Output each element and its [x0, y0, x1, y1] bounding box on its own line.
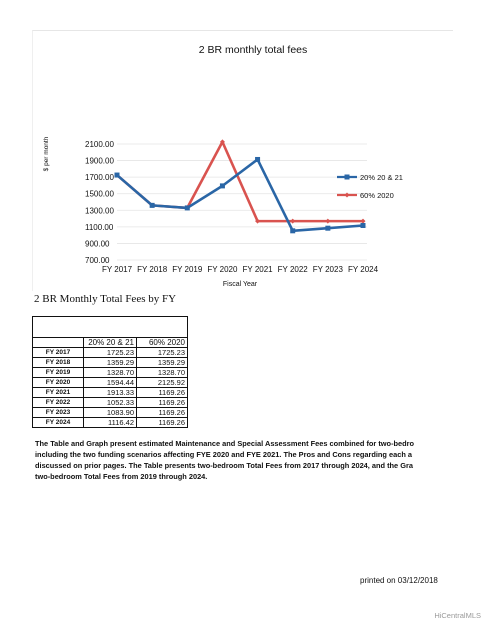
table-cell: 1359.29: [137, 358, 188, 368]
table-cell: 1328.70: [84, 368, 137, 378]
table-row: [33, 348, 188, 358]
table-row: [33, 368, 188, 378]
table-cell: 1052.33: [84, 398, 137, 408]
data-point: [185, 205, 190, 210]
table-cell: 1359.29: [84, 358, 137, 368]
table-cell: 1116.42: [84, 418, 137, 428]
legend-marker: [345, 193, 350, 198]
table-cell: FY 2020: [33, 378, 84, 388]
table-cell: 1594.44: [84, 378, 137, 388]
x-tick-label: FY 2020: [207, 265, 238, 274]
data-point: [361, 219, 366, 224]
table-cell: 1725.23: [84, 348, 137, 358]
table-cell: 1913.33: [84, 388, 137, 398]
y-tick-label: 1100.00: [85, 222, 114, 232]
chart-title: 2 BR monthly total fees: [198, 44, 308, 56]
table-row: [33, 408, 188, 418]
legend-label: 60% 2020: [360, 191, 394, 200]
table-cell: FY 2021: [33, 388, 84, 398]
printed-date: printed on 03/12/2018: [360, 576, 438, 585]
legend-label: 20% 20 & 21: [360, 173, 403, 182]
table-cell: 1169.26: [137, 398, 188, 408]
table-spacer-row: [33, 317, 188, 338]
table-row: [33, 418, 188, 428]
x-axis-label: Fiscal Year: [222, 281, 258, 288]
table-row: [33, 378, 188, 388]
table-cell: 1083.90: [84, 408, 137, 418]
table-cell: FY 2023: [33, 408, 84, 418]
table-cell: FY 2022: [33, 398, 84, 408]
x-tick-label: FY 2018: [137, 265, 168, 274]
data-point: [220, 183, 225, 188]
data-point: [325, 219, 330, 224]
fees-chart: [32, 30, 453, 291]
y-tick-label: 700.00: [85, 256, 110, 265]
section-title: 2 BR Monthly Total Fees by FY: [34, 293, 177, 305]
table-cell: 1328.70: [137, 368, 188, 378]
table-header-cell: 60% 2020: [137, 338, 188, 348]
table-cell: FY 2017: [33, 348, 84, 358]
table-header-cell: 20% 20 & 21: [84, 338, 137, 348]
x-tick-label: FY 2024: [347, 265, 379, 274]
table-header-row: [33, 338, 188, 348]
series-line: [117, 142, 363, 221]
x-tick-label: FY 2017: [101, 265, 133, 274]
data-point: [361, 223, 366, 228]
paragraph-line: The Table and Graph present estimated Maintenance and Special Assessment Fees combined for two-bedro: [35, 439, 415, 448]
table-row: [33, 358, 188, 368]
table-cell: 2125.92: [137, 378, 188, 388]
table-cell: 1169.26: [137, 408, 188, 418]
y-tick-label: 1500.00: [85, 189, 114, 199]
y-tick-label: 900.00: [85, 239, 110, 249]
data-point: [325, 226, 330, 231]
data-point: [150, 203, 155, 208]
legend-marker: [345, 175, 350, 180]
paragraph-line: two-bedroom Total Fees from 2019 through 2024.: [35, 472, 208, 481]
table-cell: FY 2018: [33, 358, 84, 368]
x-tick-label: FY 2021: [242, 265, 273, 274]
data-point: [290, 228, 295, 233]
paragraph-line: including the two funding scenarios affecting FYE 2020 and FYE 2021. The Pros and Cons regarding each a: [35, 450, 413, 459]
chart-canvas: [33, 31, 453, 291]
y-tick-label: 1700.00: [85, 173, 114, 183]
table-cell: 1169.26: [137, 388, 188, 398]
table-cell: FY 2019: [33, 368, 84, 378]
y-axis-label: $ per month: [43, 136, 50, 172]
y-tick-label: 2100.00: [85, 140, 114, 149]
y-tick-label: 1900.00: [85, 156, 114, 166]
data-point: [115, 173, 120, 178]
table-row: [33, 388, 188, 398]
table-cell: 1169.26: [137, 418, 188, 428]
data-point: [255, 157, 260, 162]
x-tick-label: FY 2022: [277, 265, 308, 274]
description-paragraph: [35, 438, 450, 482]
table-cell: 1725.23: [137, 348, 188, 358]
paragraph-line: discussed on prior pages. The Table presents two-bedroom Total Fees from 2017 through 2024, and the Gra: [35, 461, 413, 470]
data-point: [290, 219, 295, 224]
y-tick-label: 1300.00: [85, 206, 114, 216]
x-tick-label: FY 2019: [172, 265, 203, 274]
watermark: HiCentralMLS: [434, 611, 481, 620]
x-tick-label: FY 2023: [312, 265, 343, 274]
table-header-cell: [33, 338, 84, 348]
fees-table: [32, 316, 188, 428]
table-cell: FY 2024: [33, 418, 84, 428]
table-row: [33, 398, 188, 408]
